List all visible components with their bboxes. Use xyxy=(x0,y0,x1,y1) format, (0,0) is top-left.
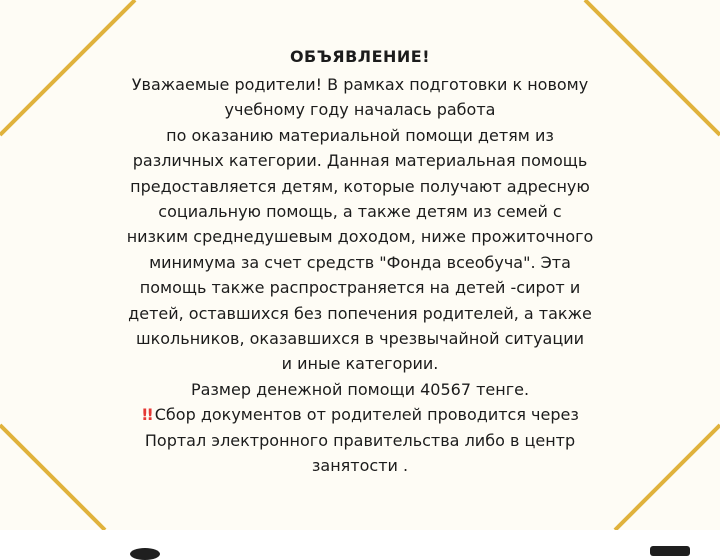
announcement-line: Уважаемые родители! В рамках подготовки к новому xyxy=(131,75,589,94)
announcement-title: ОБЪЯВЛЕНИЕ! xyxy=(289,47,431,66)
notice-line: занятости . xyxy=(311,456,409,476)
double-exclamation-icon: !! xyxy=(141,405,152,425)
bottom-partial-element-right xyxy=(650,546,690,556)
announcement-line: различных категории. Данная материальная помощь xyxy=(132,151,588,171)
announcement-line: социальную помощь, а также детям из семей с xyxy=(158,202,562,222)
notice-text: Сбор документов от родителей проводится через xyxy=(154,405,579,425)
announcement-line: предоставляется детям, которые получают адресную xyxy=(130,176,590,196)
announcement-line: учебному году началась работа xyxy=(224,100,496,120)
announcement-line: помощь также распространяется на детей -сирот и xyxy=(139,278,581,298)
announcement-line: низким среднедушевым доходом, ниже прожиточного xyxy=(126,227,594,247)
notice-line xyxy=(40,402,680,427)
announcement-line: школьников, оказавшихся в чрезвычайной ситуации xyxy=(135,329,585,349)
notice-line: Портал электронного правительства либо в центр xyxy=(144,430,576,450)
announcement-line: детей, оставшихся без попечения родителей, а также xyxy=(128,303,592,323)
announcement-line: и иные категории. xyxy=(281,354,439,374)
announcement-content xyxy=(40,44,680,479)
bottom-strip xyxy=(0,530,720,554)
amount-line: Размер денежной помощи 40567 тенге. xyxy=(190,379,530,399)
bottom-partial-element xyxy=(130,548,160,560)
announcement-line: по оказанию материальной помощи детям из xyxy=(166,125,554,145)
announcement-line: минимума за счет средств "Фонда всеобуча". Эта xyxy=(149,252,571,272)
